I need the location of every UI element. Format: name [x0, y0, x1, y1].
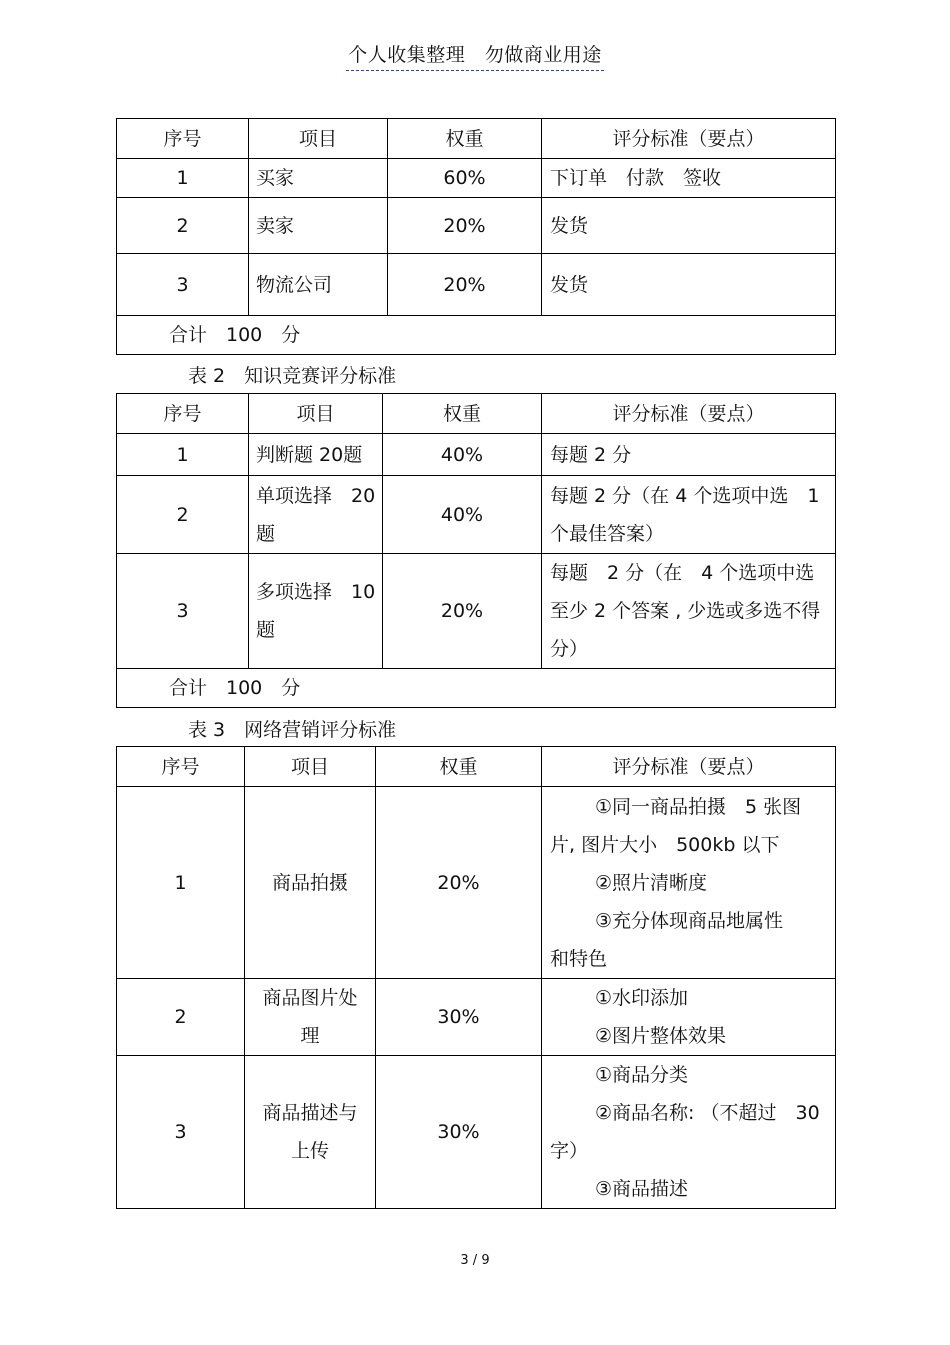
row-number: 2: [117, 198, 249, 254]
row-number: 2: [117, 979, 245, 1056]
table-row: [117, 1056, 836, 1209]
row-weight: 30%: [376, 1056, 542, 1209]
row-weight: 20%: [376, 787, 542, 979]
table-3-header-row: [117, 747, 836, 787]
criteria-line: ②照片清晰度: [595, 871, 708, 894]
column-header: 项目: [249, 394, 383, 434]
row-criteria: [542, 1056, 836, 1209]
table-total: 合计 100 分: [117, 669, 836, 708]
table-3-caption: 表 3 网络营销评分标准: [188, 719, 397, 741]
column-header: 评分标准（要点）: [542, 394, 836, 434]
row-number: 1: [117, 434, 249, 476]
column-header: 权重: [383, 394, 542, 434]
row-weight: 30%: [376, 979, 542, 1056]
column-header: 项目: [249, 119, 388, 159]
criteria-line: ①同一商品拍摄 5 张图: [595, 795, 802, 818]
table-total-row: [117, 316, 836, 355]
column-header: 评分标准（要点）: [542, 747, 836, 787]
row-item: 买家: [249, 159, 388, 198]
row-number: 3: [117, 554, 249, 669]
table-3: [116, 746, 836, 1209]
criteria-line: ①水印添加: [595, 987, 689, 1009]
row-number: 2: [117, 476, 249, 554]
page-header: [0, 40, 950, 71]
row-item: 卖家: [249, 198, 388, 254]
row-item: 多项选择 10题: [249, 554, 383, 669]
table-row: [117, 787, 836, 979]
criteria-line: ②商品名称: （不超过 30: [595, 1102, 820, 1124]
row-item: 商品描述与上传: [245, 1056, 376, 1209]
row-criteria: [542, 979, 836, 1056]
column-header: 序号: [117, 119, 249, 159]
table-1: [116, 118, 836, 355]
row-item: 商品拍摄: [245, 787, 376, 979]
row-number: 1: [117, 159, 249, 198]
criteria-line: ②图片整体效果: [595, 1025, 727, 1047]
criteria-line: 片, 图片大小 500kb 以下: [550, 833, 780, 856]
table-row: [117, 254, 836, 316]
page-number: 3 / 9: [460, 1253, 490, 1268]
row-criteria: 发货: [542, 198, 836, 254]
row-item: 商品图片处理: [245, 979, 376, 1056]
row-weight: 40%: [383, 476, 542, 554]
table-total: 合计 100 分: [117, 316, 836, 355]
row-weight: 60%: [388, 159, 542, 198]
row-weight: 20%: [388, 198, 542, 254]
table-row: [117, 979, 836, 1056]
row-number: 3: [117, 1056, 245, 1209]
table-row: [117, 554, 836, 669]
table-row: [117, 159, 836, 198]
criteria-line: 和特色: [550, 947, 608, 970]
row-number: 3: [117, 254, 249, 316]
column-header: 权重: [376, 747, 542, 787]
row-criteria: 每题 2 分（在 4 个选项中选 1 个最佳答案）: [542, 476, 836, 554]
table-1-header-row: [117, 119, 836, 159]
column-header: 序号: [117, 747, 245, 787]
row-item: 单项选择 20题: [249, 476, 383, 554]
row-criteria: 下订单 付款 签收: [542, 159, 836, 198]
column-header: 序号: [117, 394, 249, 434]
column-header: 权重: [388, 119, 542, 159]
column-header: 项目: [245, 747, 376, 787]
table-2-caption: 表 2 知识竞赛评分标准: [188, 365, 397, 387]
row-weight: 40%: [383, 434, 542, 476]
row-weight: 20%: [383, 554, 542, 669]
row-criteria: 每题 2 分（在 4 个选项中选至少 2 个答案 , 少选或多选不得分）: [542, 554, 836, 669]
row-criteria: [542, 787, 836, 979]
criteria-line: 字）: [550, 1140, 589, 1162]
row-item: 物流公司: [249, 254, 388, 316]
criteria-line: ③充分体现商品地属性: [595, 909, 784, 932]
criteria-line: ③商品描述: [595, 1178, 689, 1200]
page-header-text: 个人收集整理 勿做商业用途: [346, 40, 604, 71]
table-row: [117, 198, 836, 254]
criteria-line: ①商品分类: [595, 1064, 689, 1086]
row-weight: 20%: [388, 254, 542, 316]
table-2: [116, 393, 836, 708]
table-row: [117, 476, 836, 554]
table-2-header-row: [117, 394, 836, 434]
row-criteria: 发货: [542, 254, 836, 316]
row-item: 判断题 20题: [249, 434, 383, 476]
table-total-row: [117, 669, 836, 708]
row-criteria: 每题 2 分: [542, 434, 836, 476]
table-row: [117, 434, 836, 476]
column-header: 评分标准（要点）: [542, 119, 836, 159]
row-number: 1: [117, 787, 245, 979]
